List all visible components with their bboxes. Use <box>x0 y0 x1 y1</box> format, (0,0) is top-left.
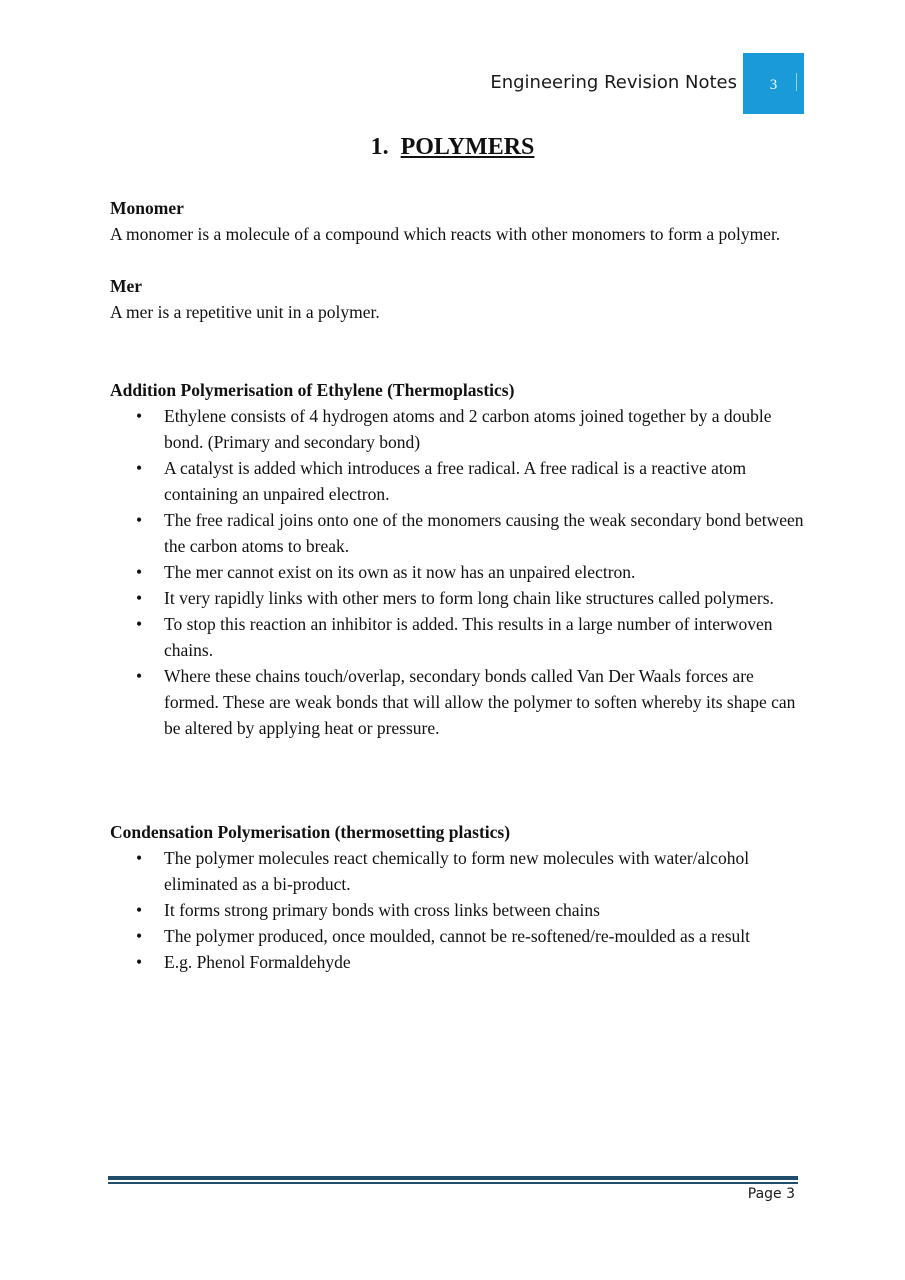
header-page-badge <box>743 53 804 114</box>
page-title <box>0 134 905 161</box>
list-item: • Ethylene consists of 4 hydrogen atoms and 2 carbon atoms joined together by a double bond. (Primary and secondary bond) <box>164 403 810 455</box>
section-heading-addition: Addition Polymerisation of Ethylene (Thermoplastics) <box>110 380 515 400</box>
section-heading-condensation: Condensation Polymerisation (thermosetting plastics) <box>110 822 511 842</box>
list-item: • To stop this reaction an inhibitor is added. This results in a large number of interwoven chains. <box>164 611 810 663</box>
list-item: • Where these chains touch/overlap, secondary bonds called Van Der Waals forces are formed. These are weak bonds that will allow the polymer to soften whereby its shape can be altered by applying heat or pressure. <box>164 663 810 741</box>
badge-divider <box>796 73 797 91</box>
section-body-mer: A mer is a repetitive unit in a polymer. <box>110 302 380 322</box>
list-item: • It forms strong primary bonds with cross links between chains <box>164 897 810 923</box>
list-item: • The free radical joins onto one of the monomers causing the weak secondary bond between the carbon atoms to break. <box>164 507 810 559</box>
list-item: • A catalyst is added which introduces a free radical. A free radical is a reactive atom containing an unpaired electron. <box>164 455 810 507</box>
list-item: • It very rapidly links with other mers to form long chain like structures called polymers. <box>164 585 810 611</box>
footer-rule <box>108 1176 798 1180</box>
list-item: • E.g. Phenol Formaldehyde <box>164 949 810 975</box>
page-title-text: POLYMERS <box>400 134 535 160</box>
list-item: • The polymer produced, once moulded, cannot be re-softened/re-moulded as a result <box>164 923 810 949</box>
addition-bullet-list <box>110 403 810 741</box>
document-body <box>110 195 810 975</box>
footer-page-label: Page 3 <box>747 1186 795 1202</box>
condensation-bullet-list <box>110 845 810 975</box>
list-item: • The polymer molecules react chemically to form new molecules with water/alcohol eliminated as a bi-product. <box>164 845 810 897</box>
page-title-number: 1. <box>370 134 389 160</box>
section-body-monomer: A monomer is a molecule of a compound which reacts with other monomers to form a polymer. <box>110 224 781 244</box>
footer-rule-thin <box>108 1182 798 1184</box>
section-heading-mer: Mer <box>110 276 143 296</box>
section-heading-monomer: Monomer <box>110 198 184 218</box>
list-item: • The mer cannot exist on its own as it now has an unpaired electron. <box>164 559 810 585</box>
header-page-number: 3 <box>769 77 778 93</box>
header-title: Engineering Revision Notes <box>490 72 737 93</box>
